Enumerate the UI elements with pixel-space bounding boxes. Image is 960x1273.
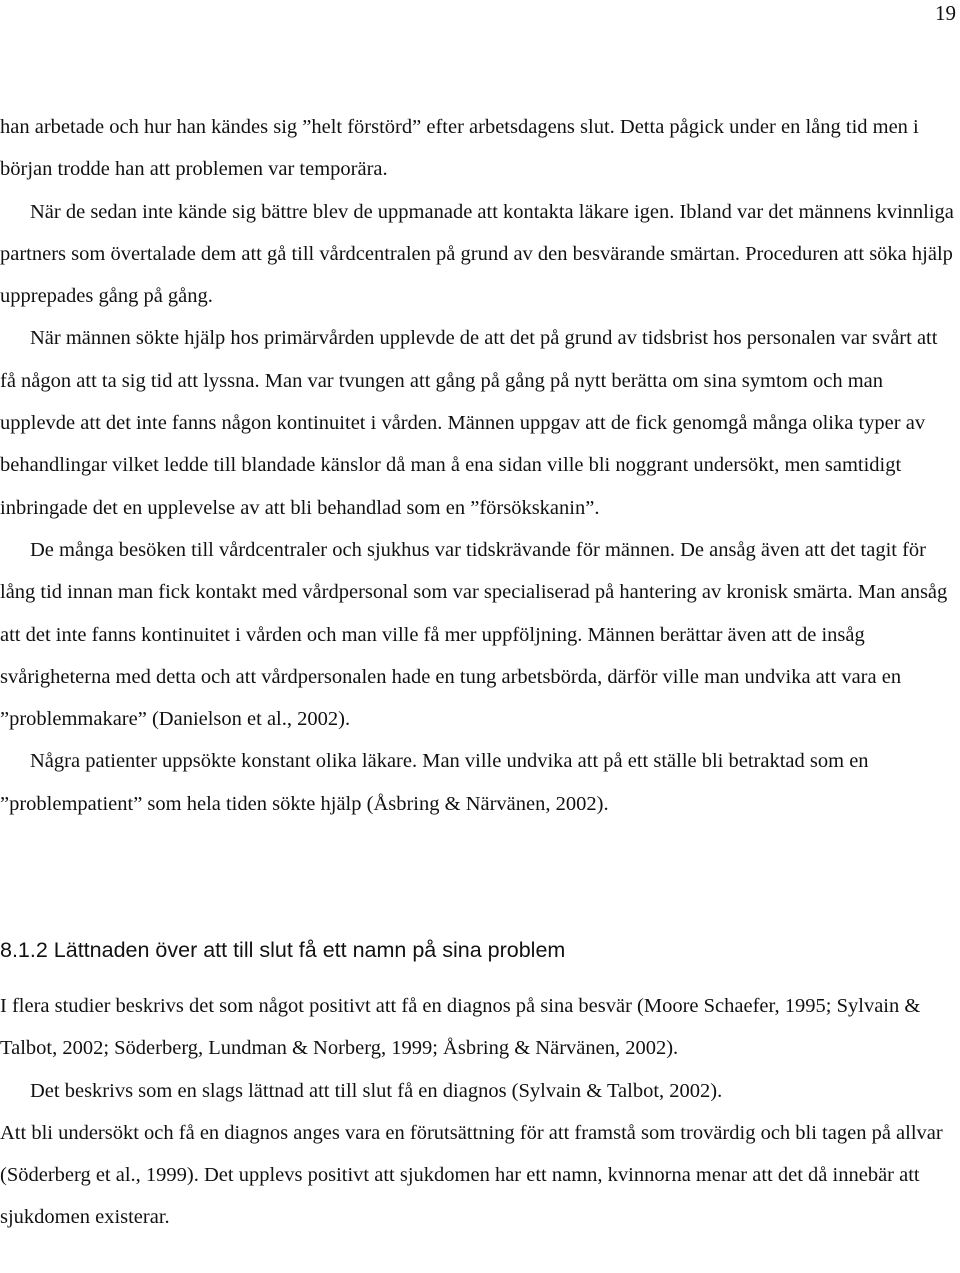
paragraph: När männen sökte hjälp hos primärvården upplevde de att det på grund av tidsbrist hos personalen var svårt att få någon att ta sig tid att lyssna. Man var tvungen att gång på gång på nytt berätta om sina symtom och man upplevde att det inte fanns någon kontinuitet i vården. Männen uppgav att de fick genomgå många olika typer av behandlingar vilket ledde till blandade känslor då man å ena sidan ville bli noggrant undersökt, men samtidigt inbringade det en upplevelse av att bli behandlad som en ”försökskanin”.: [0, 327, 938, 519]
section-heading: 8.1.2 Lättnaden över att till slut få ett namn på sina problem: [0, 938, 566, 962]
paragraph: I flera studier beskrivs det som något positivt att få en diagnos på sina besvär (Moore Schaefer, 1995; Sylvain & Talbot, 2002; Söderberg, Lundman & Norberg, 1999; Åsbring & Närvänen, 2002).: [0, 995, 921, 1060]
page-number: 19: [935, 1, 956, 25]
section-text: [0, 985, 958, 1239]
paragraph: Det beskrivs som en slags lättnad att till slut få en diagnos (Sylvain & Talbot, 2002).: [30, 1079, 723, 1102]
paragraph: Att bli undersökt och få en diagnos anges vara en förutsättning för att framstå som trovärdig och bli tagen på allvar (Söderberg et al., 1999). Det upplevs positivt att sjukdomen har ett namn, kvinnorna menar att det då innebär att sjukdomen existerar.: [0, 1121, 943, 1229]
paragraph: han arbetade och hur han kändes sig ”helt förstörd” efter arbetsdagens slut. Detta pågick under en lång tid men i början trodde han att problemen var temporära.: [0, 116, 919, 181]
paragraph: När de sedan inte kände sig bättre blev de uppmanade att kontakta läkare igen. Ibland var det männens kvinnliga partners som övertalade dem att gå till vårdcentralen på grund av den besvärande smärtan. Proceduren att söka hjälp upprepades gång på gång.: [0, 200, 954, 308]
paragraph: De många besöken till vårdcentraler och sjukhus var tidskrävande för männen. De ansåg även att det tagit för lång tid innan man fick kontakt med vårdpersonal som var specialiserad på hantering av kronisk smärta. Man ansåg att det inte fanns kontinuitet i vården och man ville få mer uppföljning. Männen berättar även att de insåg svårigheterna med detta och att vårdpersonalen hade en tung arbetsbörda, därför ville man undvika att vara en ”problemmakare” (Danielson et al., 2002).: [0, 538, 948, 731]
body-text: [0, 106, 958, 825]
paragraph: Några patienter uppsökte konstant olika läkare. Man ville undvika att på ett ställe bli betraktad som en ”problempatient” som hela tiden sökte hjälp (Åsbring & Närvänen, 2002).: [0, 750, 869, 815]
